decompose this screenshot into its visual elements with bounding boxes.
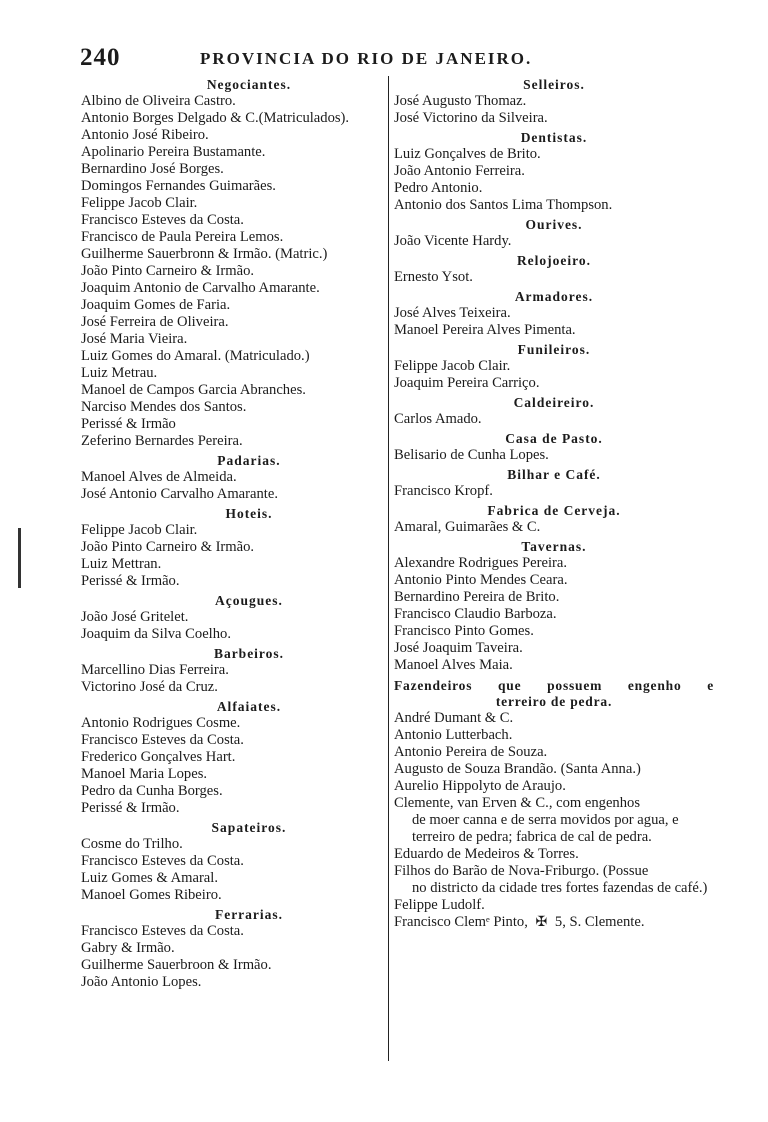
list-entry: Guilherme Sauerbroon & Irmão.: [81, 957, 272, 973]
list-entry: Luiz Mettran.: [81, 556, 162, 572]
entry-clemente: [394, 795, 714, 846]
list-entry: Joaquim Pereira Carriço.: [394, 375, 540, 391]
list-entry: José Antonio Carvalho Amarante.: [81, 486, 278, 502]
fazendeiros-entries-a: [394, 710, 714, 795]
list-entry: Francisco Pinto Gomes.: [394, 623, 534, 639]
list-entry: Amaral, Guimarães & C.: [394, 519, 541, 535]
list-entry: Belisario de Cunha Lopes.: [394, 447, 549, 463]
entry-clemente-first: Clemente, van Erven & C., com engenhos: [394, 795, 641, 811]
entry-clemente-cont: de moer canna e de serra movidos por agua, e terreiro de pedra; fabrica de cal de pedra.: [412, 812, 679, 845]
section-heading: Bilhar e Café.: [507, 467, 601, 482]
entry-filhos-first: Filhos do Barão de Nova-Friburgo. (Possue: [394, 863, 649, 879]
list-entry: Perissé & Irmão.: [81, 800, 180, 816]
list-entry: Narciso Mendes dos Santos.: [81, 399, 247, 415]
list-entry: Pedro da Cunha Borges.: [81, 783, 223, 799]
section-heading: Açougues.: [215, 593, 283, 608]
list-entry: André Dumant & C.: [394, 710, 514, 726]
list-entry: Carlos Amado.: [394, 411, 482, 427]
list-entry: Antonio Pereira de Souza.: [394, 744, 548, 760]
list-entry: José Joaquim Taveira.: [394, 640, 523, 656]
section-heading: Negociantes.: [206, 77, 292, 92]
list-entry: Francisco Esteves da Costa.: [81, 853, 244, 869]
page-header: [80, 44, 720, 74]
list-entry: João Antonio Lopes.: [81, 974, 202, 990]
list-entry: Gabry & Irmão.: [81, 940, 175, 956]
list-entry: Felippe Jacob Clair.: [394, 358, 511, 374]
section-heading: Ourives.: [525, 217, 583, 232]
list-entry: Antonio Rodrigues Cosme.: [81, 715, 241, 731]
list-entry: Francisco Esteves da Costa.: [81, 923, 244, 939]
list-entry: Perissé & Irmão.: [81, 573, 180, 589]
list-entry: Antonio Borges Delgado & C.(Matriculados).: [81, 110, 350, 126]
section-heading: Tavernas.: [521, 539, 587, 554]
list-entry: José Ferreira de Oliveira.: [81, 314, 229, 330]
section-heading: Sapateiros.: [211, 820, 287, 835]
list-entry: Luiz Gonçalves de Brito.: [394, 146, 541, 162]
list-entry: Aurelio Hippolyto de Araujo.: [394, 778, 566, 794]
list-entry: Alexandre Rodrigues Pereira.: [394, 555, 568, 571]
list-entry: Joaquim da Silva Coelho.: [81, 626, 231, 642]
list-entry: Francisco Claudio Barboza.: [394, 606, 557, 622]
entry-felippe-ludolf: Felippe Ludolf.: [394, 897, 485, 913]
section-heading: Selleiros.: [523, 77, 585, 92]
fazendeiros-heading: [394, 678, 714, 710]
list-entry: Antonio Lutterbach.: [394, 727, 513, 743]
list-entry: João José Gritelet.: [81, 609, 189, 625]
section-heading: Ferrarias.: [214, 907, 284, 922]
list-entry: José Victorino da Silveira.: [394, 110, 548, 126]
section-heading: Relojoeiro.: [516, 253, 592, 268]
list-entry: Manoel de Campos Garcia Abranches.: [81, 382, 306, 398]
running-title: PROVINCIA DO RIO DE JANEIRO.: [200, 49, 533, 68]
list-entry: Francisco Esteves da Costa.: [81, 212, 244, 228]
list-entry: Ernesto Ysot.: [394, 269, 473, 285]
entry-eduardo: Eduardo de Medeiros & Torres.: [394, 846, 579, 862]
list-entry: Frederico Gonçalves Hart.: [81, 749, 236, 765]
list-entry: Victorino José da Cruz.: [81, 679, 218, 695]
list-entry: Francisco Kropf.: [394, 483, 493, 499]
list-entry: José Maria Vieira.: [81, 331, 188, 347]
entry-francisco-location: 5, S. Clemente.: [554, 914, 645, 930]
fazendeiros-section: [394, 678, 714, 931]
list-entry: Manoel Alves de Almeida.: [81, 469, 237, 485]
list-entry: Joaquim Gomes de Faria.: [81, 297, 231, 313]
section-heading: Dentistas.: [520, 130, 588, 145]
entry-filhos-cont: no districto da cidade tres fortes fazendas de café.): [412, 880, 708, 896]
list-entry: José Augusto Thomaz.: [394, 93, 527, 109]
list-entry: Francisco de Paula Pereira Lemos.: [81, 229, 284, 245]
list-entry: João Pinto Carneiro & Irmão.: [81, 263, 255, 279]
list-entry: Bernardino Pereira de Brito.: [394, 589, 560, 605]
fazendeiros-heading-line1: Fazendeiros que possuem engenho e: [394, 678, 714, 693]
right-column: [394, 74, 714, 931]
list-entry: Perissé & Irmão: [81, 416, 176, 432]
section-heading: Barbeiros.: [213, 646, 285, 661]
list-entry: Cosme do Trilho.: [81, 836, 183, 852]
entry-francisco-name: Francisco Clemᵉ Pinto,: [394, 914, 528, 930]
entry-filhos: [394, 863, 714, 897]
section-heading: Hoteis.: [225, 506, 273, 521]
fazendeiros-heading-line2: terreiro de pedra.: [495, 694, 613, 709]
section-heading: Fabrica de Cerveja.: [487, 503, 621, 518]
list-entry: Marcellino Dias Ferreira.: [81, 662, 229, 678]
left-column: [81, 74, 387, 991]
list-entry: Manoel Maria Lopes.: [81, 766, 208, 782]
list-entry: Manoel Gomes Ribeiro.: [81, 887, 222, 903]
section-heading: Padarias.: [217, 453, 281, 468]
list-entry: Augusto de Souza Brandão. (Santa Anna.): [394, 761, 641, 777]
section-heading: Casa de Pasto.: [505, 431, 603, 446]
list-entry: João Vicente Hardy.: [394, 233, 512, 249]
right-sections: [394, 76, 714, 674]
list-entry: Zeferino Bernardes Pereira.: [81, 433, 243, 449]
list-entry: Antonio Pinto Mendes Ceara.: [394, 572, 568, 588]
list-entry: Antonio dos Santos Lima Thompson.: [394, 197, 613, 213]
list-entry: Apolinario Pereira Bustamante.: [81, 144, 266, 160]
list-entry: Albino de Oliveira Castro.: [81, 93, 236, 109]
list-entry: Antonio José Ribeiro.: [81, 127, 209, 143]
list-entry: Pedro Antonio.: [394, 180, 483, 196]
list-entry: Domingos Fernandes Guimarães.: [81, 178, 276, 194]
section-heading: Caldeireiro.: [513, 395, 595, 410]
list-entry: João Antonio Ferreira.: [394, 163, 525, 179]
list-entry: Luiz Metrau.: [81, 365, 158, 381]
list-entry: Guilherme Sauerbronn & Irmão. (Matric.): [81, 246, 328, 262]
section-heading: Armadores.: [514, 289, 594, 304]
list-entry: Luiz Gomes do Amaral. (Matriculado.): [81, 348, 310, 364]
list-entry: Felippe Jacob Clair.: [81, 522, 198, 538]
list-entry: Felippe Jacob Clair.: [81, 195, 198, 211]
entry-francisco-clemente: [394, 914, 714, 931]
list-entry: Bernardino José Borges.: [81, 161, 224, 177]
list-entry: Joaquim Antonio de Carvalho Amarante.: [81, 280, 320, 296]
list-entry: José Alves Teixeira.: [394, 305, 511, 321]
list-entry: Luiz Gomes & Amaral.: [81, 870, 218, 886]
margin-bracket-mark: [18, 528, 31, 588]
section-heading: Alfaiates.: [216, 699, 282, 714]
column-divider: [388, 76, 389, 1061]
cross-ornament-icon: ✠: [535, 915, 548, 930]
section-heading: Funileiros.: [517, 342, 591, 357]
list-entry: Francisco Esteves da Costa.: [81, 732, 244, 748]
list-entry: Manoel Pereira Alves Pimenta.: [394, 322, 576, 338]
page-number: 240: [80, 44, 121, 71]
list-entry: João Pinto Carneiro & Irmão.: [81, 539, 255, 555]
list-entry: Manoel Alves Maia.: [394, 657, 513, 673]
